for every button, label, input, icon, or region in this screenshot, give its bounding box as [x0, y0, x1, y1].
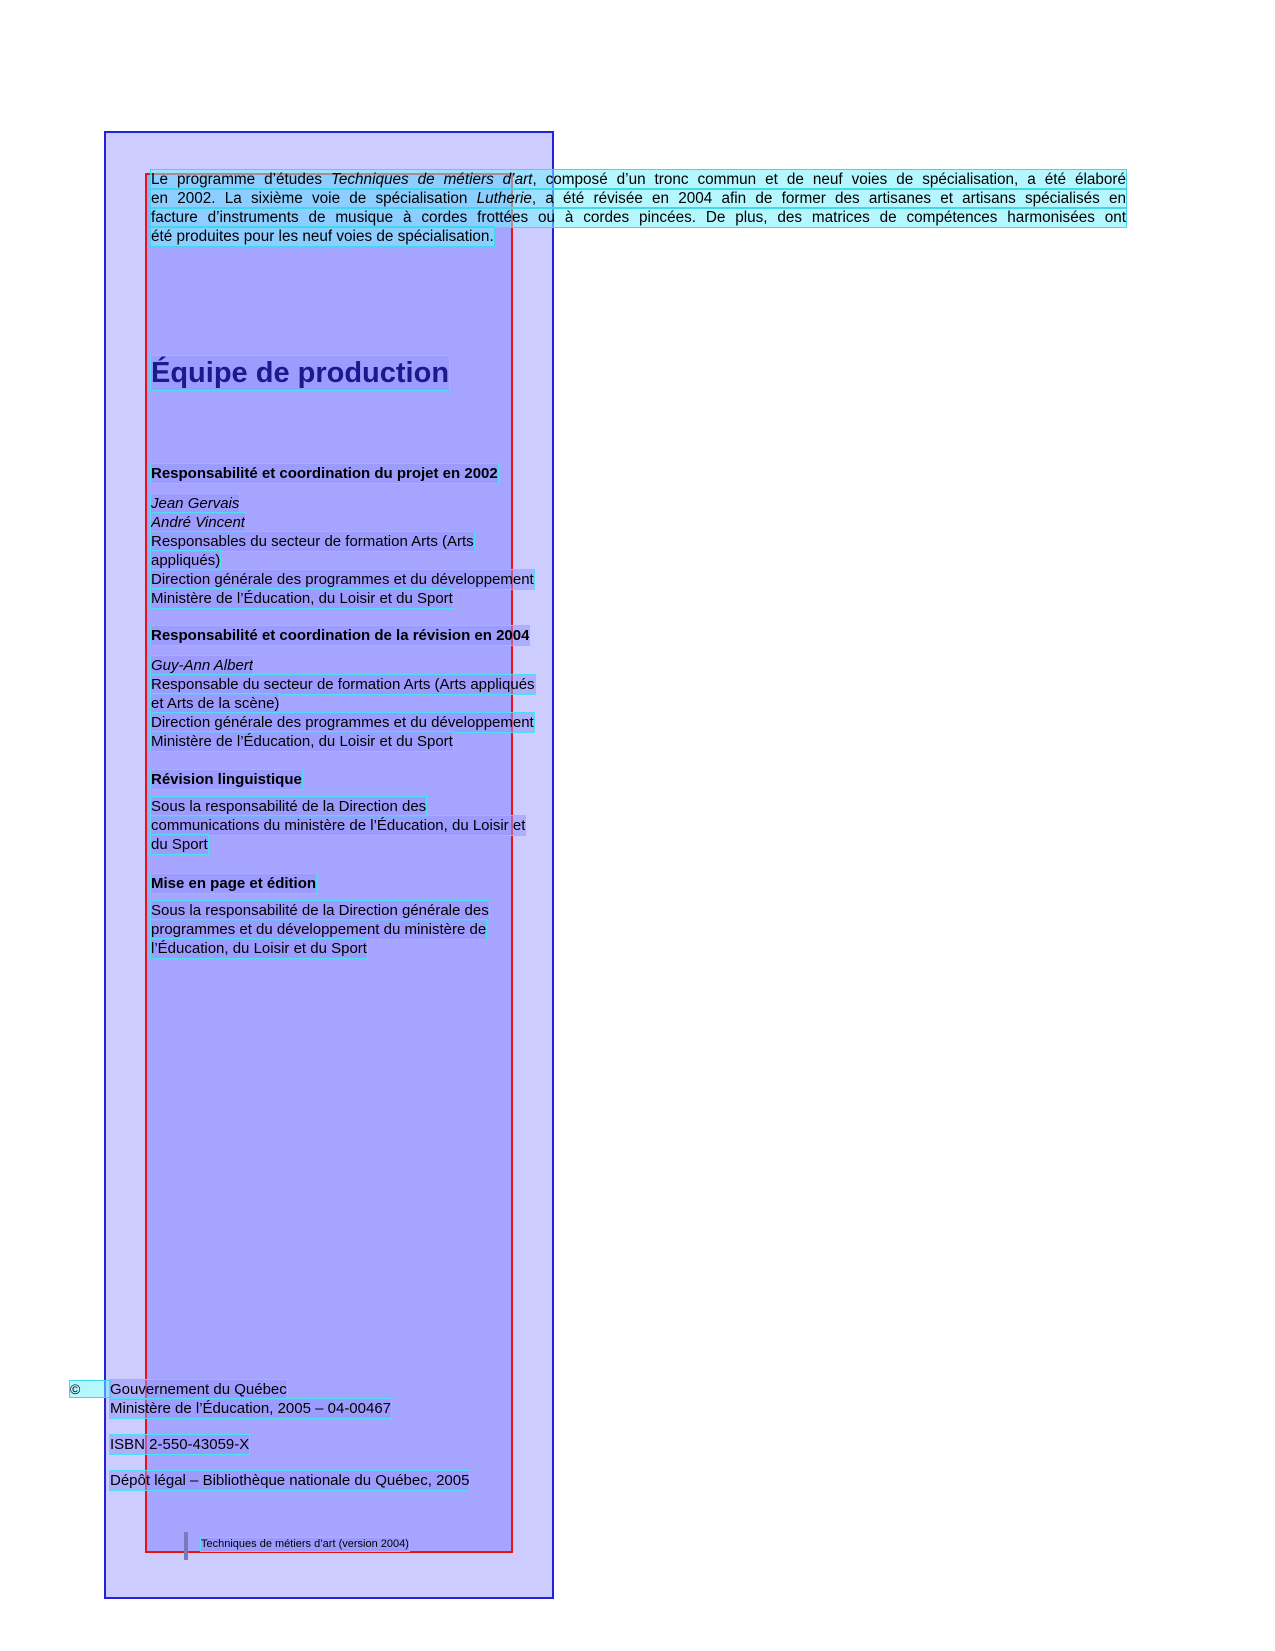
section-heading: Responsabilité et coordination de la révision en 2004	[151, 627, 530, 644]
copyright-symbol: ©	[70, 1381, 110, 1397]
section-heading: Responsabilité et coordination du projet en 2002	[151, 465, 498, 482]
department-line: Direction générale des programmes et du développement	[151, 571, 534, 588]
role-line: appliqués)	[151, 552, 221, 569]
section-project-coordination	[151, 464, 534, 608]
ministry-line: Ministère de l’Éducation, du Loisir et du Sport	[151, 590, 453, 607]
intro-line-1-end: , composé d’un tronc commun et de neuf voies de spécialisation, a été élaboré	[532, 171, 1126, 188]
footer-text: Techniques de métiers d’art (version 2004)	[201, 1538, 409, 1550]
body-line: l’Éducation, du Loisir et du Sport	[151, 940, 367, 957]
section-heading: Révision linguistique	[151, 771, 302, 788]
section-linguistic-revision	[151, 770, 525, 854]
person-name: André Vincent	[151, 514, 245, 531]
ministry-code-line: Ministère de l’Éducation, 2005 – 04-00467	[110, 1400, 392, 1417]
legal-deposit-line: Dépôt légal – Bibliothèque nationale du Québec, 2005	[110, 1472, 470, 1489]
body-line: Sous la responsabilité de la Direction générale des	[151, 902, 489, 919]
section-revision-coordination	[151, 626, 535, 751]
intro-line-1-start: Le programme d’études	[151, 171, 331, 188]
body-line: Sous la responsabilité de la Direction des	[151, 798, 427, 815]
government-line: Gouvernement du Québec	[110, 1381, 287, 1398]
intro-line-1	[151, 170, 1126, 189]
person-name: Jean Gervais	[151, 495, 240, 512]
person-name: Guy-Ann Albert	[151, 657, 253, 674]
page-title: Équipe de production	[151, 357, 450, 389]
body-line: programmes et du développement du ministère de	[151, 921, 487, 938]
role-line: Responsables du secteur de formation Arts (Arts	[151, 533, 474, 550]
section-heading: Mise en page et édition	[151, 875, 317, 892]
intro-line-4: été produites pour les neuf voies de spécialisation.	[151, 228, 494, 245]
legal-block	[110, 1380, 469, 1490]
department-line: Direction générale des programmes et du développement	[151, 714, 534, 731]
intro-line-3: facture d’instruments de musique à cordes frottées ou à cordes pincées. De plus, des matrices de compétences harmonisées ont	[151, 209, 1126, 226]
footer-bar	[184, 1532, 188, 1560]
role-line: et Arts de la scène)	[151, 695, 280, 712]
role-line: Responsable du secteur de formation Arts (Arts appliqués	[151, 676, 535, 693]
ministry-line: Ministère de l’Éducation, du Loisir et du Sport	[151, 733, 453, 750]
isbn-line: ISBN 2-550-43059-X	[110, 1436, 250, 1453]
program-title: Techniques de métiers d’art	[330, 171, 533, 188]
section-layout-edition	[151, 874, 489, 958]
intro-line-2-end: , a été révisée en 2004 afin de former des artisanes et artisans spécialisés en	[531, 190, 1126, 207]
intro-line-2	[151, 189, 1126, 208]
specialization-name: Lutherie	[476, 190, 532, 207]
intro-paragraph	[151, 170, 1126, 251]
intro-line-2-start: en 2002. La sixième voie de spécialisation	[151, 190, 477, 207]
body-line: du Sport	[151, 836, 208, 853]
body-line: communications du ministère de l’Éducation, du Loisir et	[151, 817, 526, 834]
